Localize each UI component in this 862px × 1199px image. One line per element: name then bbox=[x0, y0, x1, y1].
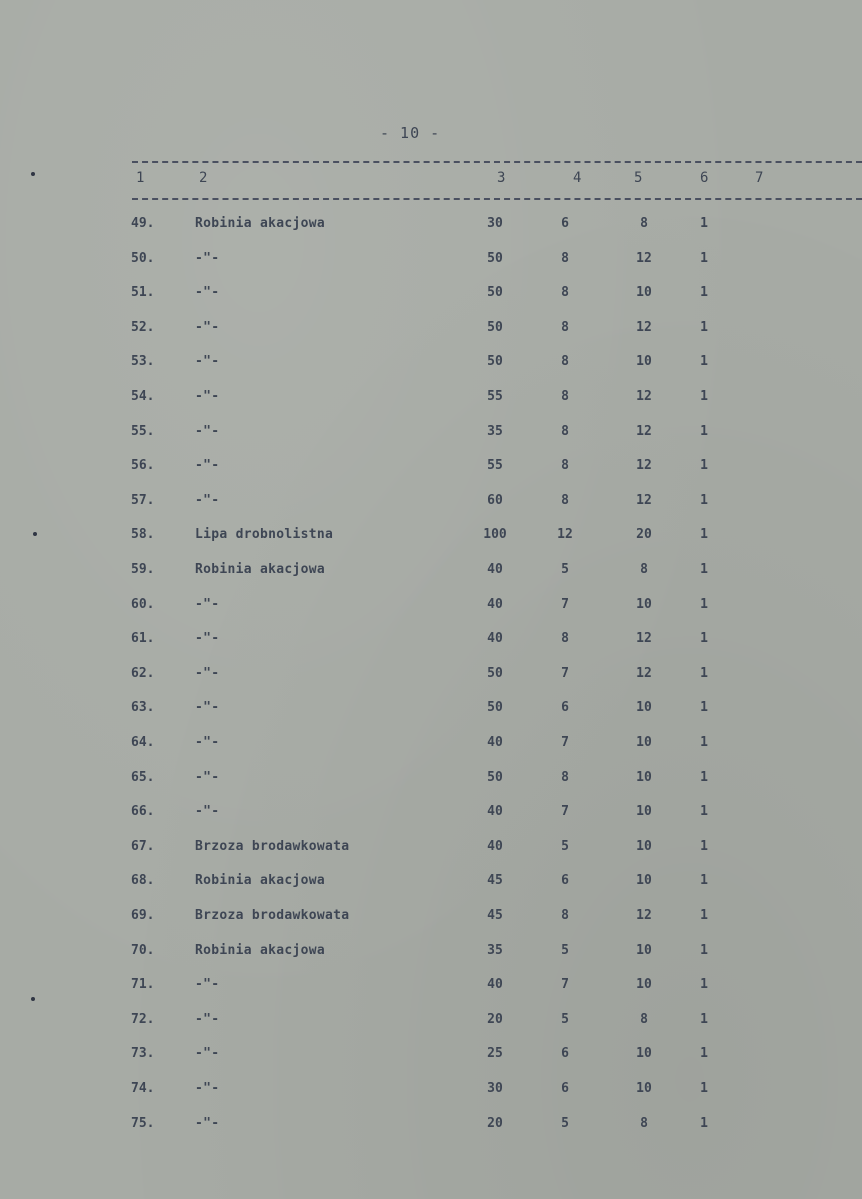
column-header-5: 5 bbox=[634, 170, 643, 186]
column-6-value: 1 bbox=[700, 666, 708, 681]
column-header-row bbox=[0, 170, 862, 190]
column-4-value: 8 bbox=[561, 908, 569, 923]
column-6-value: 1 bbox=[700, 1116, 708, 1131]
column-5-value: 10 bbox=[636, 597, 652, 612]
column-3-value: 45 bbox=[487, 873, 503, 888]
column-5-value: 12 bbox=[636, 908, 652, 923]
column-5-value: 10 bbox=[636, 354, 652, 369]
column-6-value: 1 bbox=[700, 320, 708, 335]
table-row bbox=[0, 320, 862, 354]
column-3-value: 50 bbox=[487, 251, 503, 266]
column-6-value: 1 bbox=[700, 943, 708, 958]
species-name: Robinia akacjowa bbox=[195, 943, 326, 958]
header-top-rule bbox=[132, 161, 862, 163]
column-6-value: 1 bbox=[700, 285, 708, 300]
column-4-value: 8 bbox=[561, 493, 569, 508]
column-5-value: 10 bbox=[636, 943, 652, 958]
column-4-value: 7 bbox=[561, 804, 569, 819]
column-3-value: 20 bbox=[487, 1012, 503, 1027]
column-header-2: 2 bbox=[199, 170, 208, 186]
table-row bbox=[0, 735, 862, 769]
column-5-value: 8 bbox=[640, 562, 648, 577]
column-3-value: 55 bbox=[487, 389, 503, 404]
species-name: -"- bbox=[195, 977, 220, 992]
column-4-value: 5 bbox=[561, 839, 569, 854]
row-number: 63. bbox=[131, 700, 155, 715]
row-number: 61. bbox=[131, 631, 155, 646]
row-number: 52. bbox=[131, 320, 155, 335]
row-number: 69. bbox=[131, 908, 155, 923]
table-row bbox=[0, 216, 862, 250]
column-4-value: 8 bbox=[561, 389, 569, 404]
row-number: 68. bbox=[131, 873, 155, 888]
row-number: 49. bbox=[131, 216, 155, 231]
column-5-value: 12 bbox=[636, 458, 652, 473]
table-row bbox=[0, 527, 862, 561]
table-row bbox=[0, 424, 862, 458]
species-name: -"- bbox=[195, 735, 220, 750]
column-5-value: 10 bbox=[636, 1046, 652, 1061]
column-5-value: 10 bbox=[636, 873, 652, 888]
column-5-value: 8 bbox=[640, 1012, 648, 1027]
species-name: -"- bbox=[195, 493, 220, 508]
table-row bbox=[0, 977, 862, 1011]
column-6-value: 1 bbox=[700, 458, 708, 473]
column-3-value: 40 bbox=[487, 631, 503, 646]
row-number: 56. bbox=[131, 458, 155, 473]
row-number: 65. bbox=[131, 770, 155, 785]
table-row bbox=[0, 666, 862, 700]
row-number: 75. bbox=[131, 1116, 155, 1131]
ink-speck bbox=[31, 997, 35, 1001]
species-name: Robinia akacjowa bbox=[195, 873, 326, 888]
column-6-value: 1 bbox=[700, 1081, 708, 1096]
column-5-value: 12 bbox=[636, 389, 652, 404]
column-3-value: 25 bbox=[487, 1046, 503, 1061]
column-3-value: 30 bbox=[487, 216, 503, 231]
column-6-value: 1 bbox=[700, 251, 708, 266]
column-3-value: 100 bbox=[483, 527, 507, 542]
species-name: -"- bbox=[195, 354, 220, 369]
column-4-value: 8 bbox=[561, 424, 569, 439]
column-4-value: 5 bbox=[561, 943, 569, 958]
column-5-value: 12 bbox=[636, 251, 652, 266]
species-name: -"- bbox=[195, 424, 220, 439]
column-6-value: 1 bbox=[700, 770, 708, 785]
table-row bbox=[0, 804, 862, 838]
column-3-value: 50 bbox=[487, 770, 503, 785]
column-5-value: 12 bbox=[636, 424, 652, 439]
row-number: 57. bbox=[131, 493, 155, 508]
column-5-value: 10 bbox=[636, 735, 652, 750]
column-5-value: 10 bbox=[636, 700, 652, 715]
table-row bbox=[0, 562, 862, 596]
column-6-value: 1 bbox=[700, 977, 708, 992]
column-5-value: 10 bbox=[636, 977, 652, 992]
table-row bbox=[0, 458, 862, 492]
column-6-value: 1 bbox=[700, 354, 708, 369]
column-5-value: 12 bbox=[636, 631, 652, 646]
species-name: -"- bbox=[195, 1081, 220, 1096]
table-row bbox=[0, 1046, 862, 1080]
table-row bbox=[0, 354, 862, 388]
row-number: 66. bbox=[131, 804, 155, 819]
column-6-value: 1 bbox=[700, 597, 708, 612]
table-row bbox=[0, 770, 862, 804]
column-3-value: 50 bbox=[487, 666, 503, 681]
column-5-value: 12 bbox=[636, 493, 652, 508]
column-6-value: 1 bbox=[700, 631, 708, 646]
column-6-value: 1 bbox=[700, 424, 708, 439]
table-row bbox=[0, 873, 862, 907]
column-3-value: 30 bbox=[487, 1081, 503, 1096]
column-6-value: 1 bbox=[700, 493, 708, 508]
column-4-value: 6 bbox=[561, 873, 569, 888]
column-3-value: 35 bbox=[487, 424, 503, 439]
column-4-value: 7 bbox=[561, 735, 569, 750]
species-name: -"- bbox=[195, 285, 220, 300]
column-6-value: 1 bbox=[700, 908, 708, 923]
row-number: 71. bbox=[131, 977, 155, 992]
column-5-value: 8 bbox=[640, 216, 648, 231]
column-4-value: 6 bbox=[561, 1081, 569, 1096]
row-number: 74. bbox=[131, 1081, 155, 1096]
table-row bbox=[0, 1081, 862, 1115]
species-name: -"- bbox=[195, 597, 220, 612]
row-number: 59. bbox=[131, 562, 155, 577]
column-5-value: 10 bbox=[636, 285, 652, 300]
row-number: 54. bbox=[131, 389, 155, 404]
species-name: Brzoza brodawkowata bbox=[195, 908, 350, 923]
ink-speck bbox=[31, 172, 35, 176]
column-header-1: 1 bbox=[136, 170, 145, 186]
row-number: 51. bbox=[131, 285, 155, 300]
column-6-value: 1 bbox=[700, 216, 708, 231]
column-5-value: 12 bbox=[636, 666, 652, 681]
row-number: 64. bbox=[131, 735, 155, 750]
column-6-value: 1 bbox=[700, 735, 708, 750]
page-number: - 10 - bbox=[380, 124, 441, 142]
column-6-value: 1 bbox=[700, 700, 708, 715]
species-name: Brzoza brodawkowata bbox=[195, 839, 350, 854]
ink-speck bbox=[33, 532, 37, 536]
column-5-value: 10 bbox=[636, 839, 652, 854]
row-number: 72. bbox=[131, 1012, 155, 1027]
table-row bbox=[0, 908, 862, 942]
species-name: -"- bbox=[195, 770, 220, 785]
column-6-value: 1 bbox=[700, 389, 708, 404]
species-name: -"- bbox=[195, 458, 220, 473]
column-5-value: 10 bbox=[636, 804, 652, 819]
row-number: 73. bbox=[131, 1046, 155, 1061]
column-4-value: 8 bbox=[561, 631, 569, 646]
column-header-4: 4 bbox=[573, 170, 582, 186]
column-6-value: 1 bbox=[700, 1012, 708, 1027]
column-5-value: 8 bbox=[640, 1116, 648, 1131]
column-6-value: 1 bbox=[700, 839, 708, 854]
column-4-value: 8 bbox=[561, 320, 569, 335]
column-3-value: 60 bbox=[487, 493, 503, 508]
column-4-value: 7 bbox=[561, 977, 569, 992]
row-number: 58. bbox=[131, 527, 155, 542]
column-3-value: 20 bbox=[487, 1116, 503, 1131]
column-3-value: 55 bbox=[487, 458, 503, 473]
species-name: -"- bbox=[195, 1116, 220, 1131]
column-3-value: 40 bbox=[487, 839, 503, 854]
column-header-3: 3 bbox=[497, 170, 506, 186]
row-number: 70. bbox=[131, 943, 155, 958]
species-name: -"- bbox=[195, 320, 220, 335]
species-name: Robinia akacjowa bbox=[195, 562, 326, 577]
species-name: Robinia akacjowa bbox=[195, 216, 326, 231]
species-name: -"- bbox=[195, 1012, 220, 1027]
column-4-value: 8 bbox=[561, 354, 569, 369]
table-row bbox=[0, 389, 862, 423]
column-5-value: 10 bbox=[636, 1081, 652, 1096]
species-name: -"- bbox=[195, 804, 220, 819]
table-row bbox=[0, 251, 862, 285]
column-5-value: 12 bbox=[636, 320, 652, 335]
table-row bbox=[0, 943, 862, 977]
column-4-value: 8 bbox=[561, 458, 569, 473]
table-row bbox=[0, 631, 862, 665]
column-4-value: 8 bbox=[561, 770, 569, 785]
table-row bbox=[0, 493, 862, 527]
column-4-value: 5 bbox=[561, 1116, 569, 1131]
row-number: 60. bbox=[131, 597, 155, 612]
row-number: 53. bbox=[131, 354, 155, 369]
row-number: 50. bbox=[131, 251, 155, 266]
column-3-value: 40 bbox=[487, 597, 503, 612]
species-name: -"- bbox=[195, 389, 220, 404]
table-row bbox=[0, 285, 862, 319]
table-row bbox=[0, 597, 862, 631]
species-name: -"- bbox=[195, 251, 220, 266]
column-6-value: 1 bbox=[700, 873, 708, 888]
column-4-value: 5 bbox=[561, 1012, 569, 1027]
table-row bbox=[0, 839, 862, 873]
column-header-7: 7 bbox=[755, 170, 764, 186]
table-row bbox=[0, 700, 862, 734]
column-3-value: 50 bbox=[487, 354, 503, 369]
species-name: -"- bbox=[195, 1046, 220, 1061]
column-6-value: 1 bbox=[700, 804, 708, 819]
column-4-value: 7 bbox=[561, 597, 569, 612]
column-3-value: 40 bbox=[487, 735, 503, 750]
column-3-value: 50 bbox=[487, 320, 503, 335]
column-3-value: 40 bbox=[487, 562, 503, 577]
row-number: 67. bbox=[131, 839, 155, 854]
column-3-value: 35 bbox=[487, 943, 503, 958]
column-3-value: 50 bbox=[487, 285, 503, 300]
header-bottom-rule bbox=[132, 198, 862, 200]
column-3-value: 40 bbox=[487, 804, 503, 819]
column-3-value: 45 bbox=[487, 908, 503, 923]
table-row bbox=[0, 1012, 862, 1046]
column-4-value: 8 bbox=[561, 285, 569, 300]
column-4-value: 6 bbox=[561, 700, 569, 715]
row-number: 55. bbox=[131, 424, 155, 439]
species-name: Lipa drobnolistna bbox=[195, 527, 334, 542]
column-5-value: 10 bbox=[636, 770, 652, 785]
species-name: -"- bbox=[195, 631, 220, 646]
column-6-value: 1 bbox=[700, 562, 708, 577]
column-3-value: 40 bbox=[487, 977, 503, 992]
column-4-value: 6 bbox=[561, 216, 569, 231]
column-4-value: 5 bbox=[561, 562, 569, 577]
column-3-value: 50 bbox=[487, 700, 503, 715]
column-4-value: 7 bbox=[561, 666, 569, 681]
column-6-value: 1 bbox=[700, 1046, 708, 1061]
column-5-value: 20 bbox=[636, 527, 652, 542]
column-4-value: 6 bbox=[561, 1046, 569, 1061]
row-number: 62. bbox=[131, 666, 155, 681]
species-name: -"- bbox=[195, 700, 220, 715]
table-row bbox=[0, 1116, 862, 1150]
column-6-value: 1 bbox=[700, 527, 708, 542]
column-header-6: 6 bbox=[700, 170, 709, 186]
column-4-value: 8 bbox=[561, 251, 569, 266]
species-name: -"- bbox=[195, 666, 220, 681]
column-4-value: 12 bbox=[557, 527, 573, 542]
